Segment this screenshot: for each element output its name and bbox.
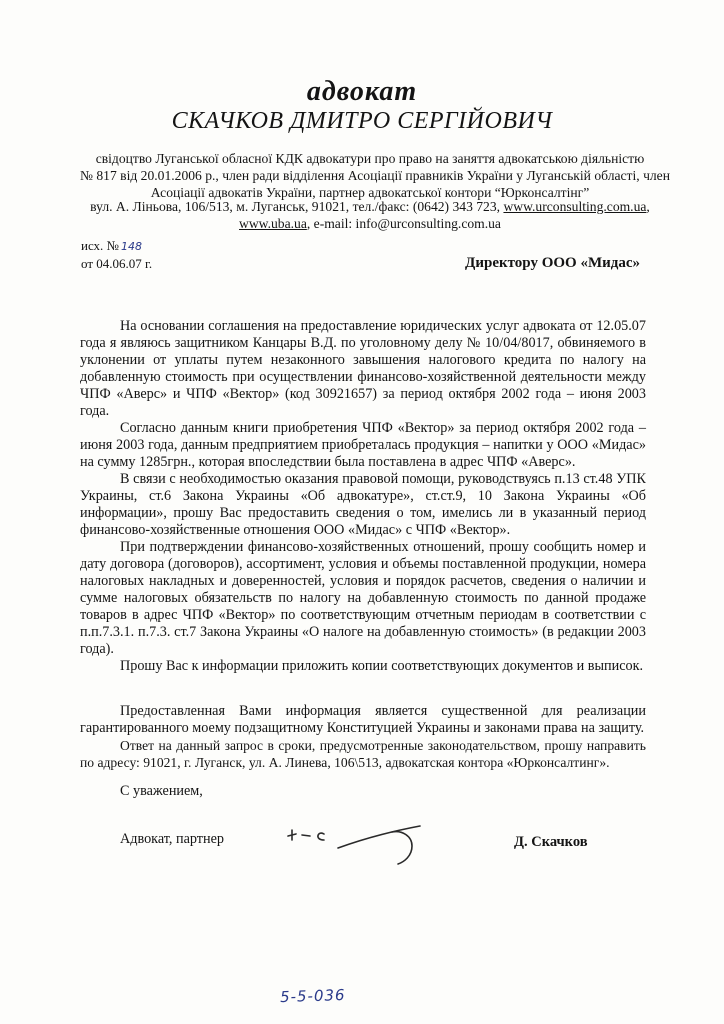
body-paragraph: Предоставленная Вами информация является существенной для реализации гарантированного моему подзащитному Конституцией Украины и законами права на защиту. xyxy=(80,703,646,736)
credentials-line: свідоцтво Луганської обласної КДК адвокатури про право на заняття адвокатською діяльністю xyxy=(95,151,645,166)
letterhead-contacts xyxy=(80,198,660,232)
letterhead-title: адвокат xyxy=(306,76,418,107)
body-paragraph: Ответ на данный запрос в сроки, предусмотренные законодательством, прошу направить по адресу: 91021, г. Луганск, ул. А. Линева, 106\513, адвокатская контора «Юрконсалтинг». xyxy=(80,738,646,770)
addressee: Директору ООО «Мидас» xyxy=(465,255,640,271)
separator: , xyxy=(646,199,650,214)
reference-date: от 04.06.07 г. xyxy=(81,256,153,271)
body-paragraph: В связи с необходимостью оказания правовой помощи, руководствуясь п.13 ст.48 УПК Украины, ст.6 Закона Украины «Об адвокатуре», ст.ст.9, 10 Закона Украины «Об информации», прошу Вас предоставить сведения о том, имелись ли в указанный период финансово-хозяйственные отношения ООО «Мидас» с ЧПФ «Вектор». xyxy=(80,471,646,538)
letter-body xyxy=(80,318,646,771)
address-text: вул. А. Ліньова, 106/513, м. Луганськ, 91021, тел./факс: (0642) 343 723, xyxy=(90,199,504,214)
reference-number xyxy=(81,237,152,255)
letterhead-full-name: СКАЧКОВ ДМИТРО СЕРГІЙОВИЧ xyxy=(171,108,553,134)
outgoing-reference xyxy=(81,237,152,272)
body-paragraph: Прошу Вас к информации приложить копии соответствующих документов и выписок. xyxy=(120,658,644,674)
website-link-1[interactable]: www.urconsulting.com.ua xyxy=(503,199,647,214)
reference-number-label: исх. № xyxy=(81,238,119,253)
email-text: , e-mail: info@urconsulting.com.ua xyxy=(306,216,501,231)
body-paragraph: На основании соглашения на предоставление юридических услуг адвоката от 12.05.07 года я являюсь защитником Канцары В.Д. по уголовному делу № 10/04/8017, обвиняемого в уклонении от уплаты путем незаконного завышения налогового кредита по налогу на добавленную стоимость при осуществлении финансово-хозяйственной деятельности между ЧПФ «Аверс» и ЧПФ «Вектор» (код 30921657) за период октября 2002 года – июня 2003 года. xyxy=(80,318,646,419)
signer-name: Д. Скачков xyxy=(514,834,588,850)
handwritten-note: 5-5-036 xyxy=(279,985,346,1007)
closing-phrase: С уважением, xyxy=(120,783,203,799)
contacts-line-1 xyxy=(80,198,660,215)
website-link-2[interactable]: www.uba.ua xyxy=(239,216,307,231)
signer-role: Адвокат, партнер xyxy=(120,831,224,847)
body-paragraph: Согласно данным книги приобретения ЧПФ «Вектор» за период октября 2002 года – июня 2003 года, данным предприятием приобреталась продукция – напитки у ООО «Мидас» на сумму 1285грн., которая впоследствии была поставлена в адрес ЧПФ «Аверс». xyxy=(80,420,646,470)
letterhead-credentials xyxy=(80,150,670,201)
handwritten-signature xyxy=(280,812,440,872)
reference-number-handwritten: 148 xyxy=(120,240,142,253)
credentials-line: Асоціації адвокатів України, партнер адвокатської контори “Юрконсалтінг” xyxy=(150,185,590,200)
credentials-line: № 817 від 20.01.2006 р., член ради відділення Асоціації правників України у Луганській області, член xyxy=(80,168,670,183)
contacts-line-2 xyxy=(80,215,660,232)
body-paragraph: При подтверждении финансово-хозяйственных отношений, прошу сообщить номер и дату договора (договоров), ассортимент, условия и объемы поставленной продукции, номера налоговых накладных и доверенностей, условия и порядок расчетов, сведения о наличии и сумме налоговых обязательств по налогу на добавленную стоимость по данной продаже товаров в адрес ЧПФ «Вектор» по соответствующим отчетным периодам в соответствии с п.п.7.3.1. п.7.3. ст.7 Закона Украины «О налоге на добавленную стоимость» (в редакции 2003 года). xyxy=(80,539,646,657)
